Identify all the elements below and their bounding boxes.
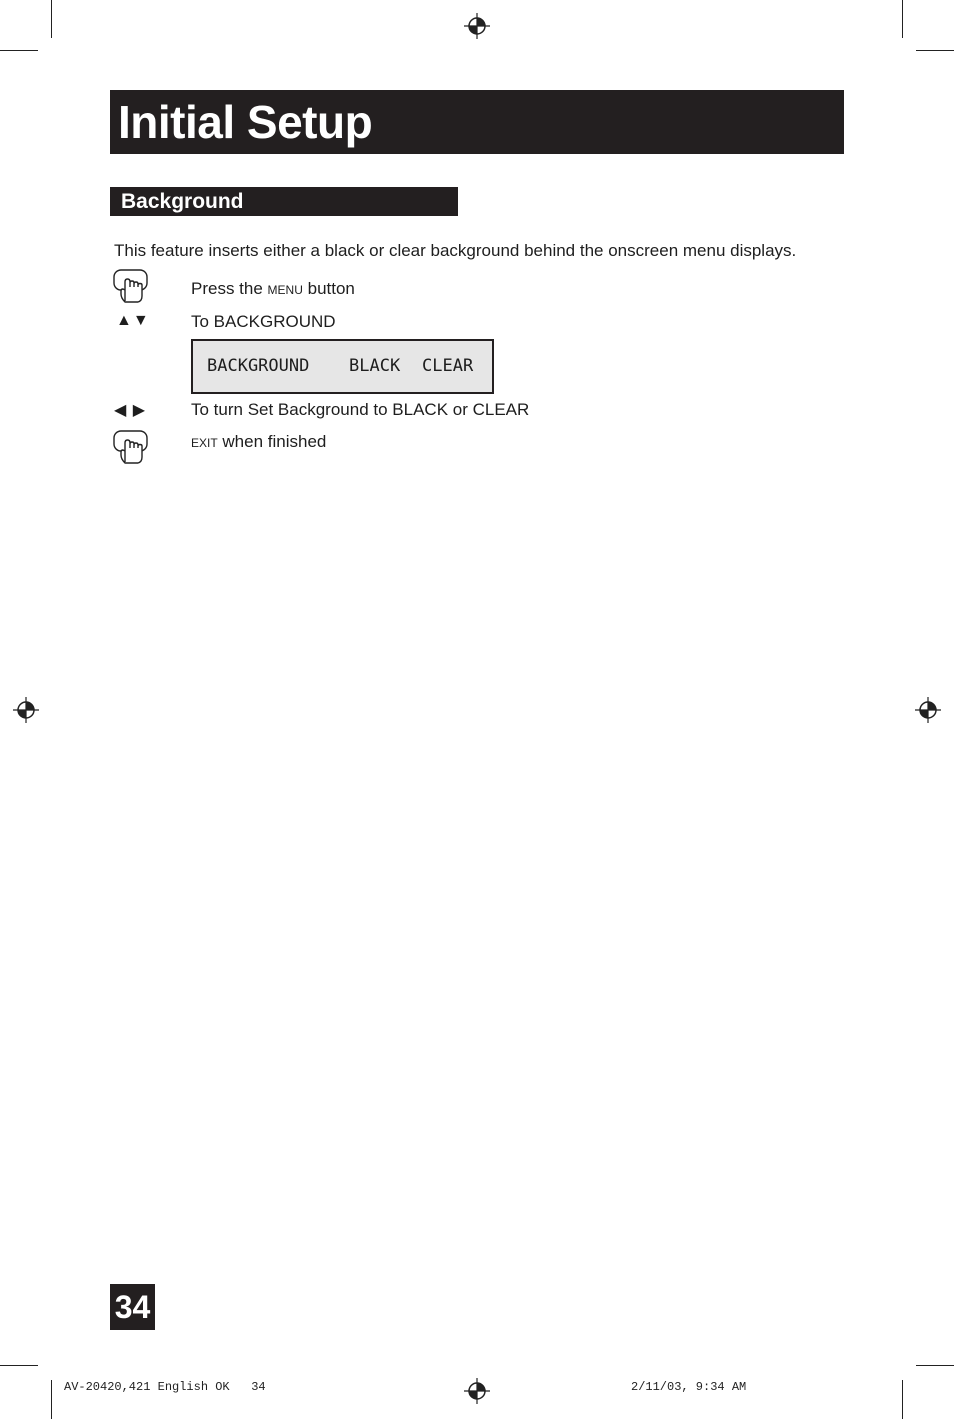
footer-slug-left: AV-20420,421 English OK 34: [64, 1380, 266, 1394]
step-text: button: [302, 279, 355, 298]
crop-mark: [0, 50, 38, 51]
step-press-menu: [191, 279, 355, 299]
crop-mark: [902, 0, 903, 38]
intro-text: This feature inserts either a black or clear background behind the onscreen menu displays.: [114, 241, 797, 260]
left-right-arrows-icon: ◀ ▶: [114, 402, 147, 419]
step-text: when finished: [217, 432, 327, 451]
step-text: Press the: [191, 279, 268, 298]
step-to-background: To BACKGROUND: [191, 312, 336, 331]
hand-press-icon: [113, 429, 149, 465]
onscreen-menu-display: [191, 339, 494, 394]
footer-slug-right: 2/11/03, 9:34 AM: [631, 1380, 747, 1394]
page-title: Initial Setup: [110, 90, 844, 154]
crop-mark: [916, 50, 954, 51]
crop-mark: [51, 1380, 52, 1419]
up-down-arrows-icon: ▲▼: [116, 312, 150, 329]
page-number: 34: [110, 1284, 155, 1330]
exit-key-label: EXIT: [191, 436, 218, 450]
step-exit: [191, 432, 326, 452]
menu-key-label: MENU: [267, 283, 303, 297]
osd-option-black: BLACK: [349, 356, 401, 376]
registration-mark-icon: [464, 13, 490, 39]
osd-label: BACKGROUND: [207, 356, 310, 376]
osd-option-clear: CLEAR: [422, 356, 474, 376]
registration-mark-icon: [13, 697, 39, 723]
registration-mark-icon: [464, 1378, 490, 1404]
crop-mark: [0, 1365, 38, 1366]
hand-press-icon: [113, 268, 149, 304]
crop-mark: [902, 1380, 903, 1419]
crop-mark: [916, 1365, 954, 1366]
step-set-background: To turn Set Background to BLACK or CLEAR: [191, 400, 530, 419]
registration-mark-icon: [915, 697, 941, 723]
section-title: Background: [110, 187, 458, 216]
crop-mark: [51, 0, 52, 38]
